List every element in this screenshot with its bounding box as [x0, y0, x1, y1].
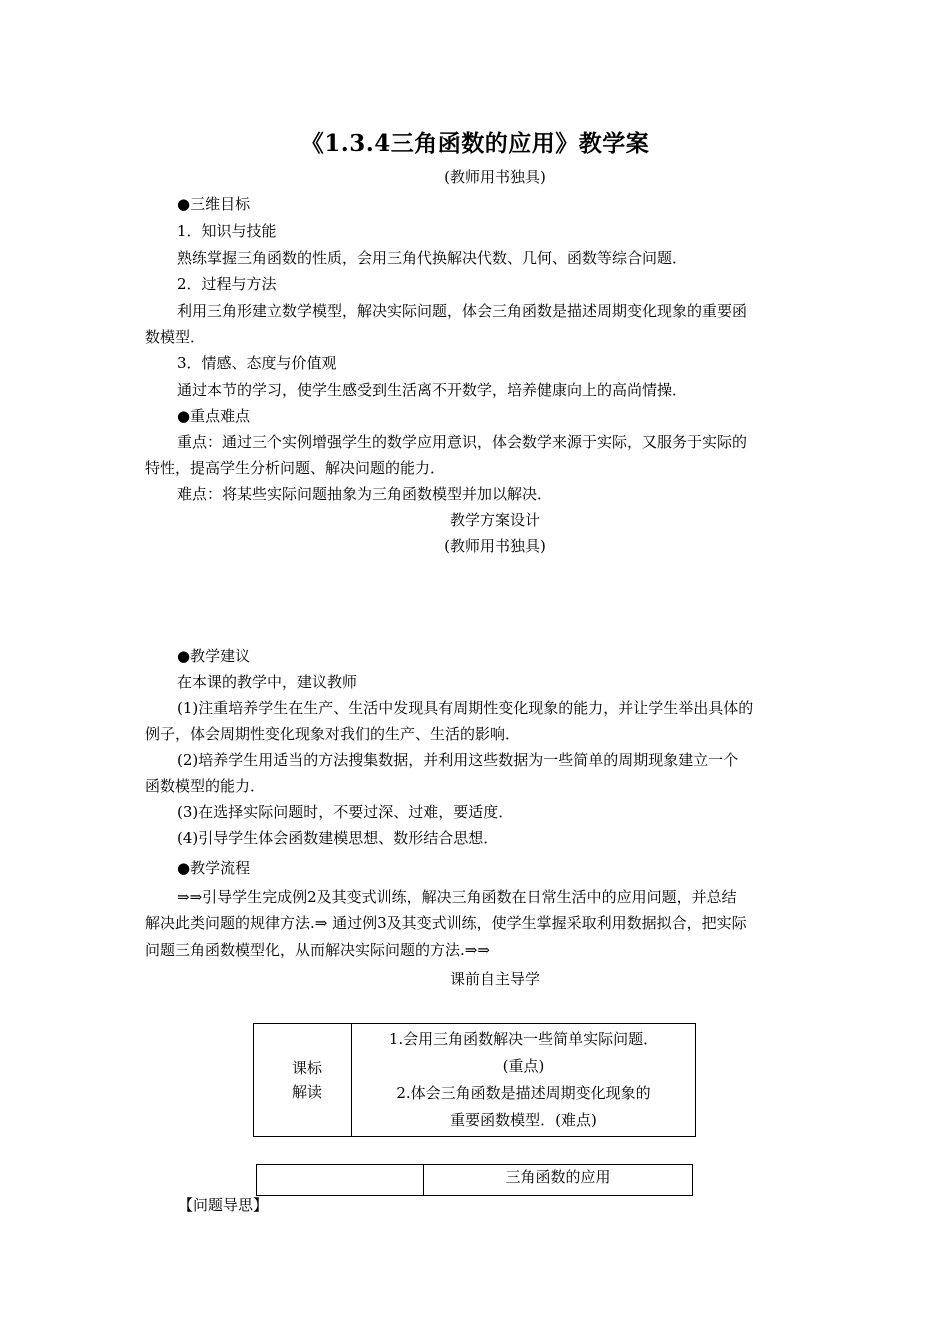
suggest-heading: ●教学建议	[177, 647, 251, 665]
flow-line-1: ⇒⇒引导学生完成例2及其变式训练，解决三角函数在日常生活中的应用问题，并总结	[177, 888, 737, 906]
standard-line-2: (重点)	[502, 1057, 545, 1075]
suggest-item-2: (2)培养学生用适当的方法搜集数据，并利用这些数据为一些简单的周期现象建立一个	[177, 751, 739, 769]
design-heading: 教学方案设计	[449, 511, 540, 529]
goals-heading: ●三维目标	[177, 195, 251, 213]
standard-line-1: 1.会用三角函数解决一些简单实际问题．	[388, 1030, 659, 1048]
standard-label-1: 课标	[291, 1059, 322, 1077]
suggest-item-4: (4)引导学生体会函数建模思想、数形结合思想．	[177, 829, 499, 847]
flow-line-3: 问题三角函数模型化，从而解决实际问题的方法.⇒⇒	[145, 941, 490, 959]
focus-text: 重点：通过三个实例增强学生的数学应用意识，体会数学来源于实际，又服务于实际的	[177, 433, 748, 451]
suggest-item-3: (3)在选择实际问题时，不要过深、过难，要适度．	[177, 803, 514, 821]
standard-label-2: 解读	[291, 1083, 322, 1101]
keys-heading: ●重点难点	[177, 407, 251, 425]
page-title: 《1.3.4三角函数的应用》教学案	[300, 130, 650, 157]
focus-text-cont: 特性，提高学生分析问题、解决问题的能力．	[145, 459, 446, 477]
preclass-heading: 课前自主导学	[449, 970, 540, 988]
design-note: (教师用书独具)	[444, 537, 546, 555]
process-heading: 2．过程与方法	[177, 275, 277, 293]
question-heading: 【问题导思】	[178, 1196, 269, 1214]
suggest-item-1: (1)注重培养学生在生产、生活中发现具有周期性变化现象的能力，并让学生举出具体的	[177, 699, 754, 717]
topic-left-cell	[257, 1165, 424, 1196]
process-text: 利用三角形建立数学模型，解决实际问题，体会三角函数是描述周期变化现象的重要函	[177, 302, 748, 320]
standard-line-4: 重要函数模型．(难点)	[450, 1111, 597, 1129]
emotion-heading: 3．情感、态度与价值观	[177, 354, 337, 372]
flow-heading: ●教学流程	[177, 859, 251, 877]
flow-line-2: 解决此类问题的规律方法.⇒ 通过例3及其变式训练，使学生掌握采取利用数据拟合，把实际	[145, 914, 747, 932]
knowledge-heading: 1．知识与技能	[177, 222, 277, 240]
suggest-item-1-cont: 例子，体会周期性变化现象对我们的生产、生活的影响．	[145, 725, 521, 743]
topic-right-cell: 三角函数的应用	[424, 1165, 693, 1196]
emotion-text: 通过本节的学习，使学生感受到生活离不开数学，培养健康向上的高尚情操．	[177, 381, 688, 399]
standard-label-cell	[254, 1024, 352, 1137]
process-text-cont: 数模型．	[145, 328, 206, 346]
standard-line-3: 2.体会三角函数是描述周期变化现象的	[396, 1084, 651, 1102]
suggest-intro: 在本课的教学中，建议教师	[177, 673, 358, 691]
teacher-note: (教师用书独具)	[444, 168, 546, 186]
suggest-item-2-cont: 函数模型的能力．	[145, 777, 266, 795]
standard-table	[253, 1023, 696, 1137]
difficulty-text: 难点：将某些实际问题抽象为三角函数模型并加以解决．	[177, 485, 553, 503]
standard-content-cell	[352, 1024, 696, 1137]
knowledge-text: 熟练掌握三角函数的性质，会用三角代换解决代数、几何、函数等综合问题．	[177, 249, 688, 267]
